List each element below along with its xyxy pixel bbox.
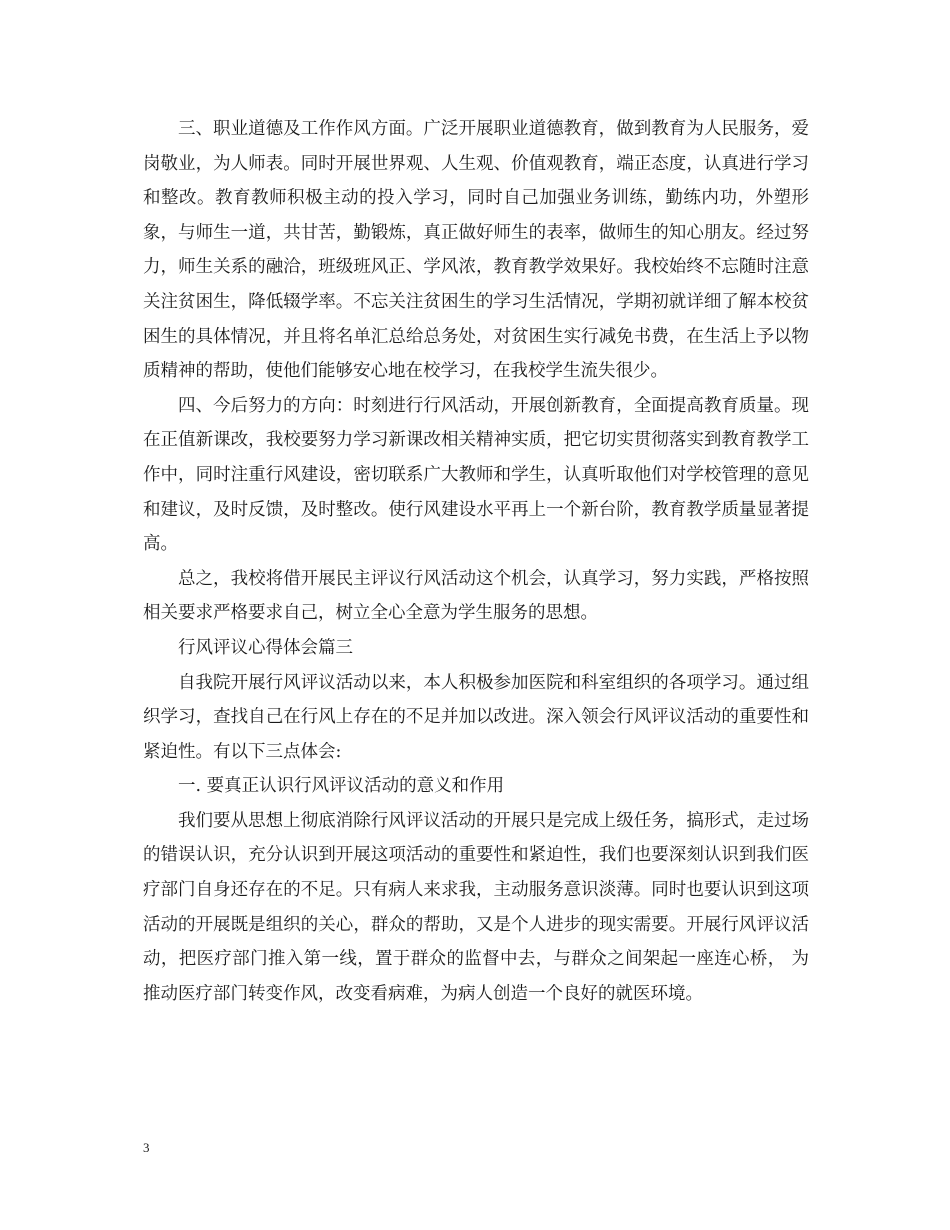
document-body <box>143 112 809 1011</box>
page-number: 3 <box>143 1140 150 1155</box>
paragraph-point-one-body: 我们要从思想上彻底消除行风评议活动的开展只是完成上级任务，搞形式，走过场的错误认识，充分认识到开展这项活动的重要性和紧迫性，我们也要深刻认识到我们医疗部门自身还存在的不足。只有病人来求我，主动服务意识淡薄。同时也要认识到这项活动的开展既是组织的关心，群众的帮助，又是个人进步的现实需要。开展行风评议活动，把医疗部门推入第一线，置于群众的监督中去，与群众之间架起一座连心桥， 为推动医疗部门转变作风，改变看病难，为病人创造一个良好的就医环境。 <box>143 810 809 1004</box>
section-heading: 行风评议心得体会篇三 <box>178 637 353 658</box>
paragraph-professional-ethics: 三、职业道德及工作作风方面。广泛开展职业道德教育，做到教育为人民服务，爱岗敬业，为人师表。同时开展世界观、人生观、价值观教育，端正态度，认真进行学习和整改。教育教师积极主动的投入学习，同时自己加强业务训练，勤练内功，外塑形象，与师生一道，共甘苦，勤锻炼，真正做好师生的表率，做师生的知心朋友。经过努力，师生关系的融洽，班级班风正、学风浓，教育教学效果好。我校始终不忘随时注意关注贫困生，降低辍学率。不忘关注贫困生的学习生活情况，学期初就详细了解本校贫困生的具体情况，并且将名单汇总给总务处，对贫困生实行减免书费，在生活上予以物质精神的帮助，使他们能够安心地在校学习，在我校学生流失很少。 <box>143 119 809 382</box>
paragraph-conclusion: 总之，我校将借开展民主评议行风活动这个机会，认真学习，努力实践，严格按照相关要求严格要求自己，树立全心全意为学生服务的思想。 <box>143 568 809 624</box>
paragraph-future-direction: 四、今后努力的方向：时刻进行行风活动，开展创新教育，全面提高教育质量。现在正值新课改，我校要努力学习新课改相关精神实质，把它切实贯彻落实到教育教学工作中，同时注重行风建设，密切联系广大教师和学生，认真听取他们对学校管理的意见和建议，及时反馈，及时整改。使行风建设水平再上一个新台阶，教育教学质量显著提高。 <box>143 395 809 555</box>
subheading-point-one: 一. 要真正认识行风评议活动的意义和作用 <box>178 776 505 797</box>
paragraph-introduction: 自我院开展行风评议活动以来，本人积极参加医院和科室组织的各项学习。通过组织学习，查找自己在行风上存在的不足并加以改进。深入领会行风评议活动的重要性和紧迫性。有以下三点体会: <box>143 672 809 762</box>
